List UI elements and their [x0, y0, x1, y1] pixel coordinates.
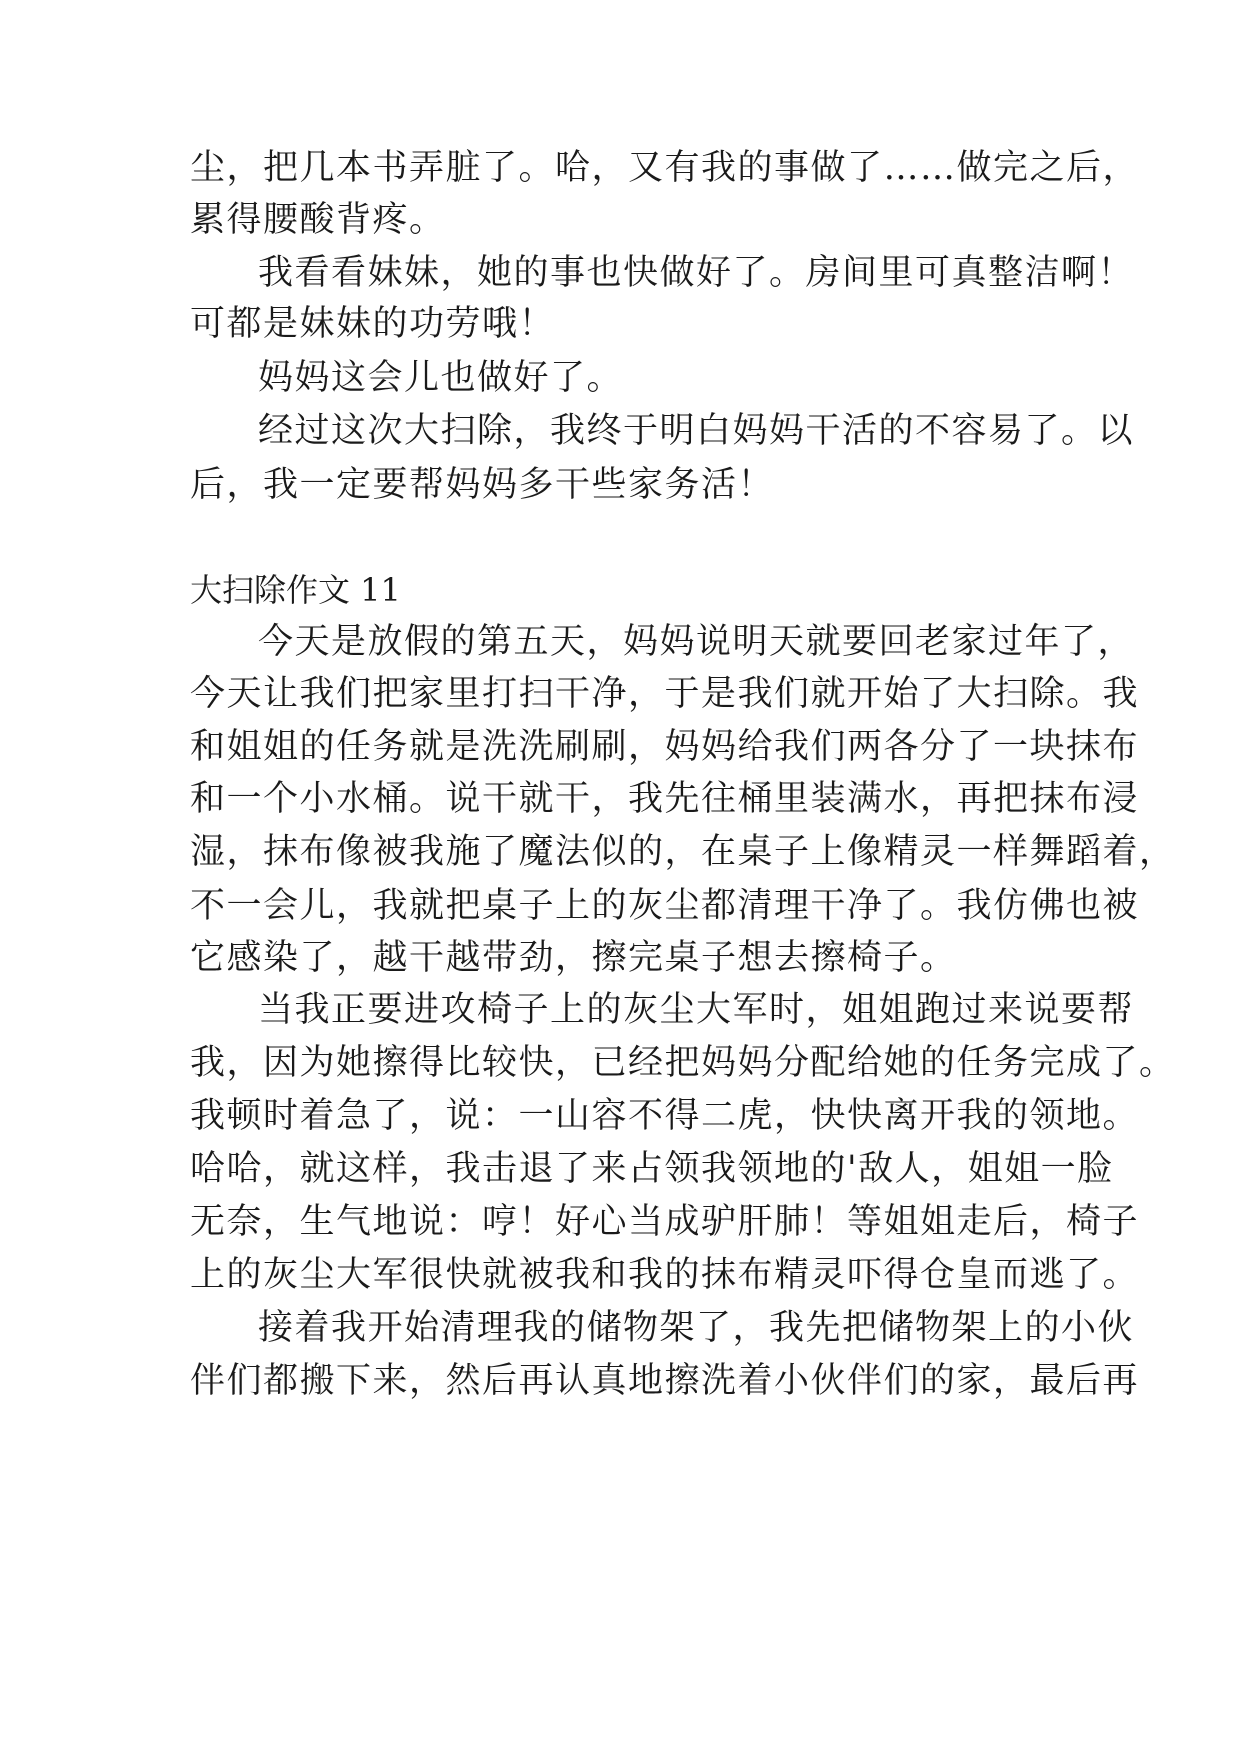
text-line: 当我正要进攻椅子上的灰尘大军时，姐姐跑过来说要帮 [258, 990, 1135, 1030]
text-line: 和一个小水桶。说干就干，我先往桶里装满水，再把抹布浸 [190, 779, 1140, 819]
text-line: 接着我开始清理我的储物架了，我先把储物架上的小伙 [258, 1308, 1135, 1348]
text-line: 可都是妹妹的功劳哦！ [190, 304, 556, 344]
text-line: 上的灰尘大军很快就被我和我的抹布精灵吓得仓皇而逃了。 [190, 1255, 1140, 1295]
text-line: 尘，把几本书弄脏了。哈，又有我的事做了……做完之后， [190, 148, 1140, 188]
text-line: 伴们都搬下来，然后再认真地擦洗着小伙伴们的家，最后再 [190, 1361, 1140, 1401]
text-line: 不一会儿，我就把桌子上的灰尘都清理干净了。我仿佛也被 [190, 886, 1140, 926]
text-line: 经过这次大扫除，我终于明白妈妈干活的不容易了。以 [258, 411, 1135, 451]
text-line: 今天是放假的第五天，妈妈说明天就要回老家过年了， [258, 622, 1135, 662]
text-line: 后，我一定要帮妈妈多干些家务活！ [190, 465, 775, 505]
text-line: 我顿时着急了，说：一山容不得二虎，快快离开我的领地。 [190, 1096, 1140, 1136]
text-line: 累得腰酸背疼。 [190, 200, 446, 240]
text-line: 我，因为她擦得比较快，已经把妈妈分配给她的任务完成了。 [190, 1043, 1176, 1083]
text-line: 它感染了，越干越带劲，擦完桌子想去擦椅子。 [190, 938, 957, 978]
text-line: 无奈，生气地说：哼！好心当成驴肝肺！等姐姐走后，椅子 [190, 1202, 1140, 1242]
section-heading: 大扫除作文 11 [190, 571, 401, 609]
text-line: 妈妈这会儿也做好了。 [258, 358, 624, 398]
text-line: 今天让我们把家里打扫干净，于是我们就开始了大扫除。我 [190, 674, 1140, 714]
text-line: 哈哈，就这样，我击退了来占领我领地的'敌人，姐姐一脸 [190, 1149, 1114, 1189]
text-line: 和姐姐的任务就是洗洗刷刷，妈妈给我们两各分了一块抹布 [190, 727, 1140, 767]
text-line: 湿，抹布像被我施了魔法似的，在桌子上像精灵一样舞蹈着， [190, 832, 1176, 872]
text-line: 我看看妹妹，她的事也快做好了。房间里可真整洁啊！ [258, 253, 1135, 293]
